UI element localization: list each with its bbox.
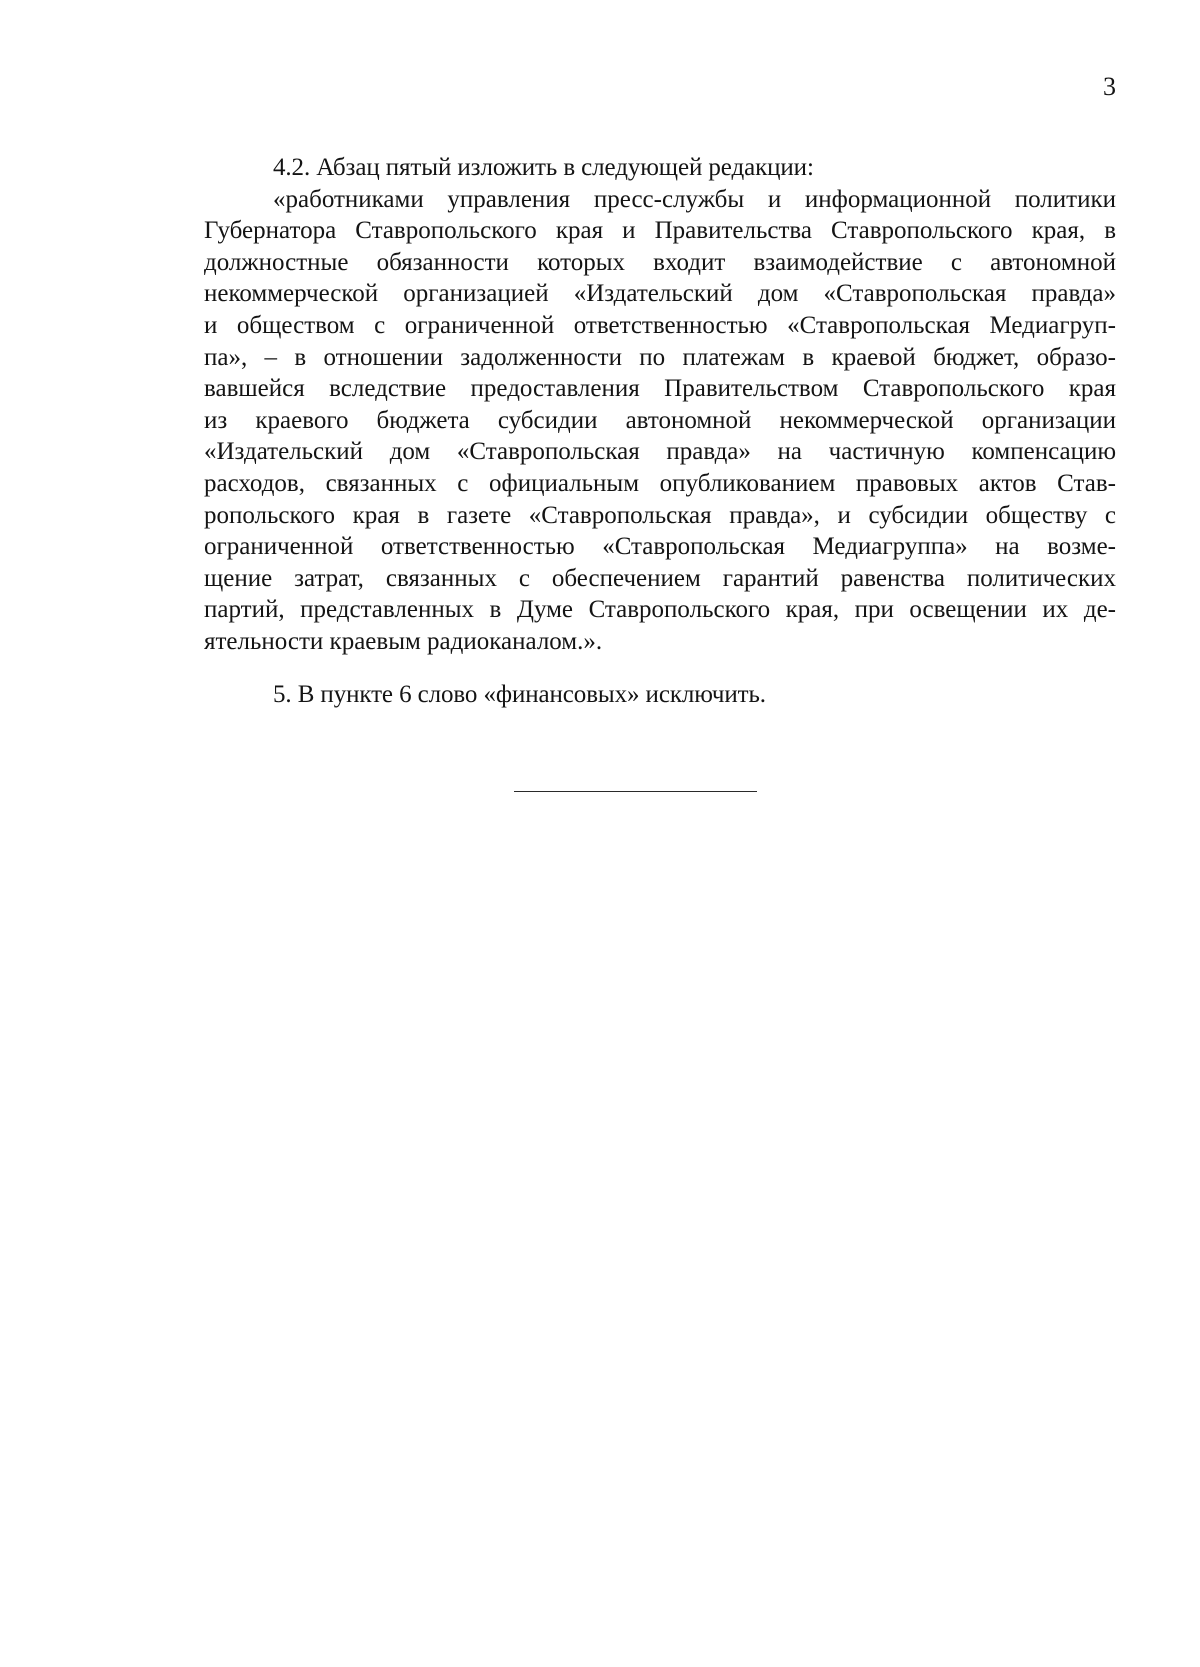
paragraph-spacer [204,658,1116,679]
quoted-paragraph-line: должностные обязанности которых входит взаимодействие с автономной [204,248,1116,276]
quoted-paragraph-line: некоммерческой организацией «Издательский дом «Ставропольская правда» [204,280,1116,308]
quoted-paragraph-line: «Издательский дом «Ставропольская правда» на частичную компенсацию [204,438,1116,466]
quoted-paragraph [204,184,1116,658]
quoted-paragraph-line: расходов, связанных с официальным опубликованием правовых актов Став- [204,469,1116,497]
quoted-paragraph-line: па», – в отношении задолженности по платежам в краевой бюджет, образо- [204,343,1116,371]
quoted-paragraph-line: ограниченной ответственностью «Ставропольская Медиагруппа» на возме- [204,533,1116,561]
quoted-paragraph-line: вавшейся вследствие предоставления Правительством Ставропольского края [204,375,1116,403]
quoted-paragraph-line: Губернатора Ставропольского края и Правительства Ставропольского края, в [204,217,1116,245]
quoted-paragraph-line: из краевого бюджета субсидии автономной некоммерческой организации [204,406,1116,434]
page-number: 3 [1103,72,1116,101]
end-of-text-rule [514,791,757,792]
quoted-paragraph-line: щение затрат, связанных с обеспечением гарантий равенства политических [204,564,1116,592]
quoted-paragraph-line: «работниками управления пресс-службы и информационной политики [273,185,1116,213]
quoted-paragraph-line: ятельности краевым радиоканалом.». [204,627,603,655]
quoted-paragraph-line: ропольского края в газете «Ставропольская правда», и субсидии обществу с [204,501,1116,529]
item-4-2-heading: 4.2. Абзац пятый изложить в следующей редакции: [273,154,814,181]
quoted-paragraph-line: и обществом с ограниченной ответственностью «Ставропольская Медиагруп- [204,311,1116,339]
quoted-paragraph-line: партий, представленных в Думе Ставропольского края, при освещении их де- [204,596,1116,624]
document-body [204,152,1116,710]
item-5: 5. В пункте 6 слово «финансовых» исключить. [273,680,766,708]
